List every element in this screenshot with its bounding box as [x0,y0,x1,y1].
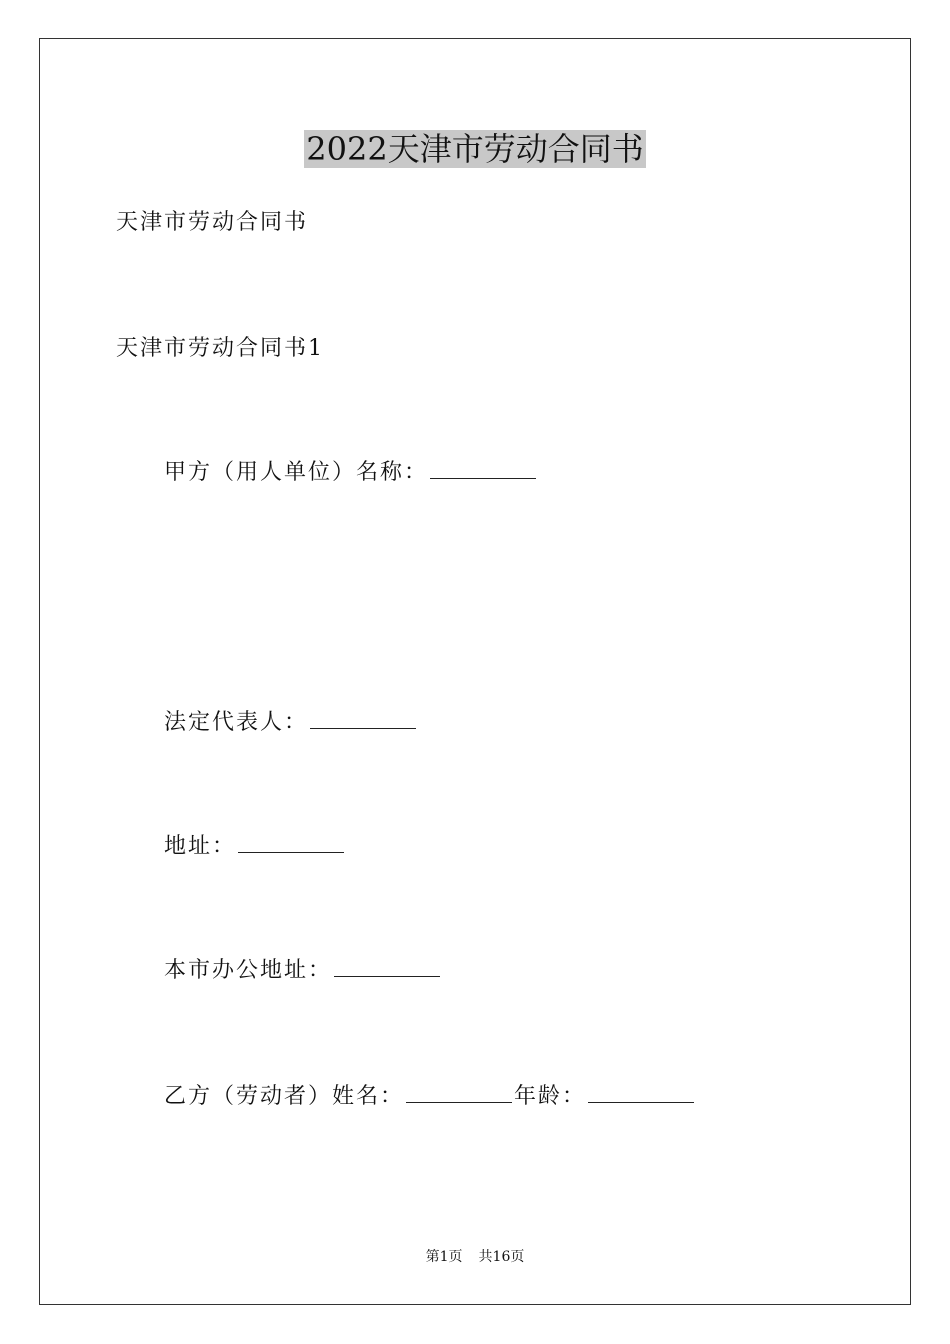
party-b-name-label: 乙方（劳动者）姓名： [164,1084,405,1109]
document-title [0,127,950,171]
city-office-row [164,956,442,986]
party-b-row [164,1082,696,1112]
city-office-blank [334,958,440,977]
page-footer [0,1247,950,1267]
document-title-text: 2022天津市劳动合同书 [306,130,644,168]
legal-rep-row [164,708,418,738]
address-row [164,832,346,862]
address-blank [238,834,344,853]
address-label: 地址： [164,834,237,859]
city-office-label: 本市办公地址： [164,958,333,983]
age-blank [588,1084,694,1103]
age-label: 年龄： [514,1084,587,1109]
party-a-name-label: 甲方（用人单位）名称： [164,460,429,485]
page-current: 第1页 [425,1249,463,1265]
heading-2: 天津市劳动合同书1 [116,336,324,361]
party-a-name-blank [430,460,536,479]
legal-rep-label: 法定代表人： [164,710,309,735]
heading-1: 天津市劳动合同书 [116,210,309,235]
party-a-name-row [164,458,538,488]
party-b-name-blank [406,1084,512,1103]
legal-rep-blank [310,710,416,729]
page-total: 共16页 [478,1249,525,1265]
